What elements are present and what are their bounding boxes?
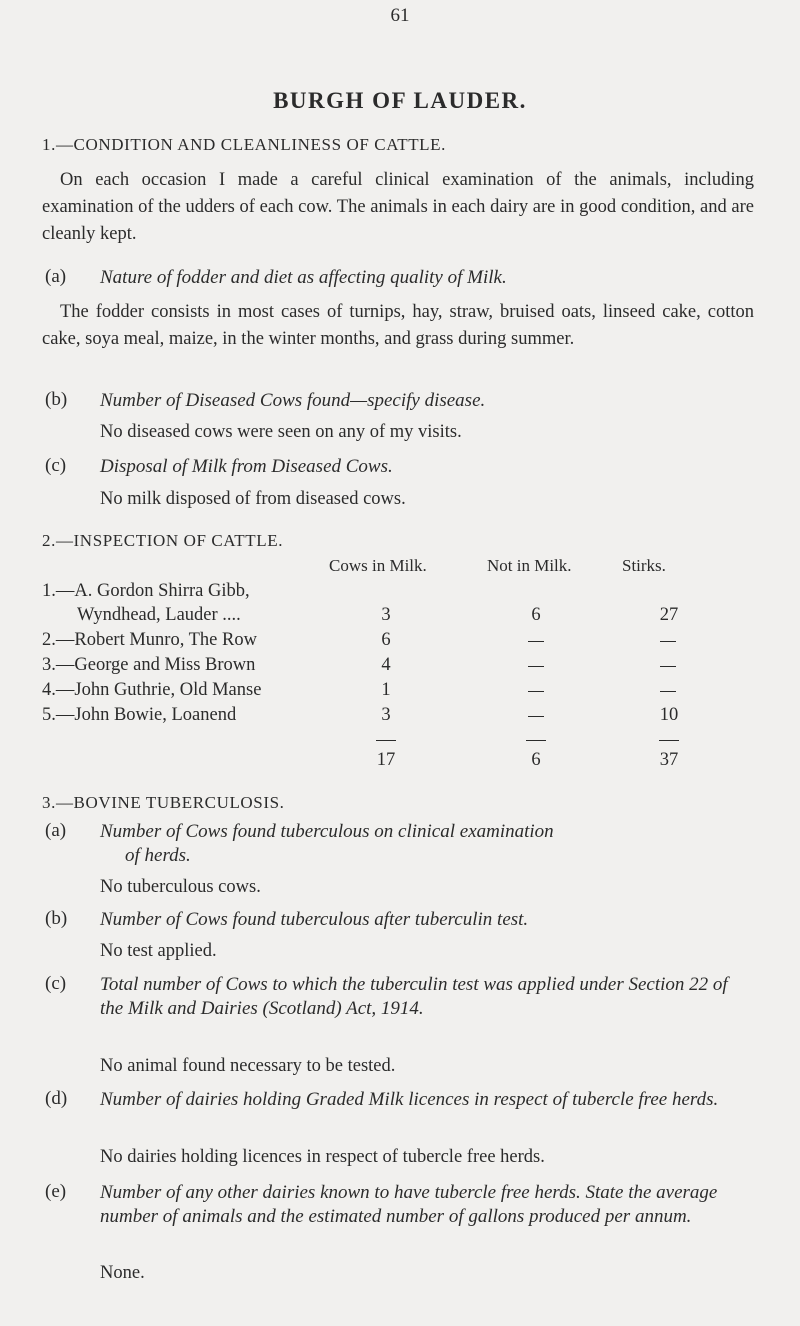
section3-c-label: (c) (45, 973, 67, 994)
section3-e-label: (e) (45, 1181, 67, 1202)
section1-a-question: Nature of fodder and diet as affecting quality of Milk. (100, 267, 507, 288)
cell-in-milk: 6 (381, 630, 391, 650)
section1-heading: 1.—CONDITION AND CLEANLINESS OF CATTLE. (42, 135, 446, 154)
cell-stirks-dash (660, 641, 676, 642)
section1-b-answer: No diseased cows were seen on any of my visits. (100, 422, 462, 442)
cell-not-in-milk: 6 (531, 605, 541, 625)
total-rule (376, 740, 396, 741)
section3-d-label: (d) (45, 1088, 68, 1109)
column-header-stirks: Stirks. (622, 556, 666, 575)
section1-b-label: (b) (45, 389, 68, 410)
total-rule (659, 740, 679, 741)
section1-b-question: Number of Diseased Cows found—specify disease. (100, 390, 486, 411)
total-rule (526, 740, 546, 741)
column-header-not-in-milk: Not in Milk. (487, 556, 572, 575)
cell-not-in-milk-dash (528, 691, 544, 692)
section3-a-answer: No tuberculous cows. (100, 877, 261, 897)
section3-b-answer: No test applied. (100, 941, 217, 961)
page-title: BURGH OF LAUDER. (273, 88, 527, 113)
section1-a-answer: The fodder consists in most cases of turnips, hay, straw, bruised oats, linseed cake, cotton cake, soya meal, maize, in the winter months, and grass during summer. (42, 302, 754, 349)
row-name: 2.—Robert Munro, The Row (42, 630, 257, 650)
section1-c-label: (c) (45, 455, 67, 476)
section3-c-question: Total number of Cows to which the tuberculin test was applied under Section 22 of the Milk and Dairies (Scotland) Act, 1914. (100, 974, 728, 1019)
section3-b-label: (b) (45, 908, 68, 929)
row-name-continued: Wyndhead, Lauder .... (77, 605, 241, 625)
row-name: 3.—George and Miss Brown (42, 655, 256, 675)
cell-not-in-milk-dash (528, 641, 544, 642)
total-not-in-milk: 6 (531, 750, 541, 770)
row-name: 4.—John Guthrie, Old Manse (42, 680, 262, 700)
section3-d-question: Number of dairies holding Graded Milk licences in respect of tubercle free herds. (100, 1089, 719, 1110)
section1-c-answer: No milk disposed of from diseased cows. (100, 489, 406, 509)
cell-stirks: 27 (659, 605, 679, 625)
total-stirks: 37 (659, 750, 679, 770)
cell-in-milk: 3 (381, 705, 391, 725)
cell-in-milk: 1 (381, 680, 391, 700)
section3-a-question-continued: of herds. (125, 845, 191, 866)
section3-b-question: Number of Cows found tuberculous after tuberculin test. (100, 909, 529, 930)
cell-stirks-dash (660, 691, 676, 692)
cell-not-in-milk-dash (528, 716, 544, 717)
section3-a-question: Number of Cows found tuberculous on clinical examination (100, 821, 554, 842)
row-name: 5.—John Bowie, Loanend (42, 705, 237, 725)
cell-not-in-milk-dash (528, 666, 544, 667)
section3-e-answer: None. (100, 1263, 145, 1283)
row-name: 1.—A. Gordon Shirra Gibb, (42, 581, 250, 601)
cell-in-milk: 4 (381, 655, 391, 675)
section1-a-label: (a) (45, 266, 67, 287)
total-in-milk: 17 (376, 750, 396, 770)
section2-heading: 2.—INSPECTION OF CATTLE. (42, 531, 284, 550)
section3-heading: 3.—BOVINE TUBERCULOSIS. (42, 793, 285, 812)
column-header-in-milk: Cows in Milk. (329, 556, 427, 575)
section3-e-question: Number of any other dairies known to have tubercle free herds. State the average number of animals and the estimated number of gallons produced per annum. (100, 1182, 718, 1227)
cell-stirks-dash (660, 666, 676, 667)
section1-c-question: Disposal of Milk from Diseased Cows. (100, 456, 393, 477)
section3-d-answer: No dairies holding licences in respect of tubercle free herds. (100, 1147, 545, 1167)
section1-intro: On each occasion I made a careful clinical examination of the animals, including examination of the udders of each cow. The animals in each dairy are in good condition, and are cleanly kept. (42, 170, 754, 244)
cell-stirks: 10 (659, 705, 679, 725)
cell-in-milk: 3 (381, 605, 391, 625)
section3-c-answer: No animal found necessary to be tested. (100, 1056, 396, 1076)
section3-a-label: (a) (45, 820, 67, 841)
page-number: 61 (390, 5, 410, 26)
